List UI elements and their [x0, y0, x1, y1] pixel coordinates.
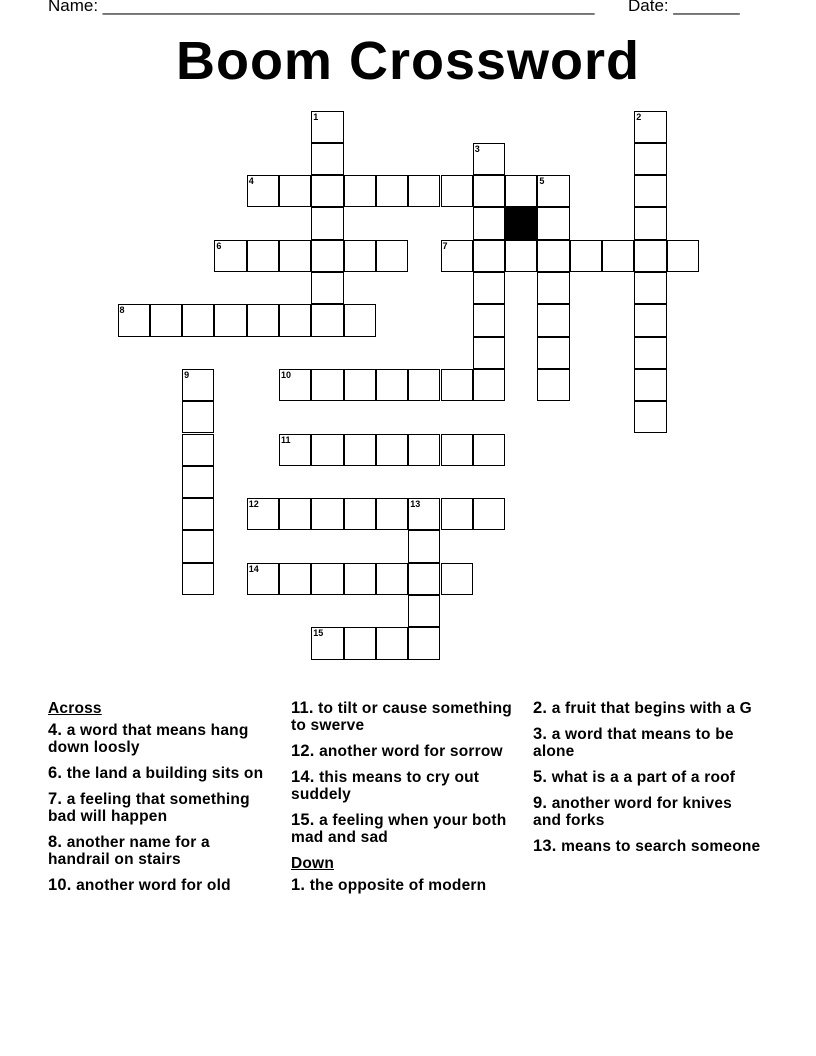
cell-number: 11	[281, 434, 291, 445]
grid-cell-blocked	[505, 207, 537, 239]
grid-cell[interactable]	[376, 240, 408, 272]
grid-cell[interactable]	[537, 369, 569, 401]
grid-cell[interactable]	[441, 498, 473, 530]
grid-cell[interactable]	[344, 369, 376, 401]
grid-cell[interactable]	[537, 240, 569, 272]
grid-cell[interactable]	[279, 369, 311, 401]
grid-cell[interactable]	[311, 175, 343, 207]
grid-cell[interactable]	[344, 434, 376, 466]
clue-text: this means to cry out suddely	[291, 769, 480, 803]
grid-cell[interactable]	[634, 337, 666, 369]
grid-cell[interactable]	[634, 369, 666, 401]
grid-cell[interactable]	[634, 304, 666, 336]
clue-number: 8.	[48, 833, 63, 851]
cell-number: 9	[184, 369, 190, 380]
clue-across-6	[48, 765, 273, 782]
page-title: Boom Crossword	[175, 31, 641, 91]
clue-down-2	[533, 700, 763, 717]
grid-cell[interactable]	[376, 563, 408, 595]
grid-cell[interactable]	[182, 563, 214, 595]
grid-cell[interactable]	[247, 563, 279, 595]
grid-cell[interactable]	[279, 304, 311, 336]
clue-down-9	[533, 795, 763, 829]
grid-cell[interactable]	[408, 498, 440, 530]
clue-text: to tilt or cause something to swerve	[291, 700, 512, 734]
clue-across-8	[48, 834, 273, 868]
clue-text: another name for a handrail on stairs	[48, 834, 210, 868]
clue-text: the opposite of modern	[309, 877, 487, 894]
grid-cell[interactable]	[408, 369, 440, 401]
grid-cell[interactable]	[150, 304, 182, 336]
grid-cell[interactable]	[537, 304, 569, 336]
cell-number: 8	[119, 305, 125, 316]
grid-cell[interactable]	[182, 434, 214, 466]
grid-cell[interactable]	[311, 369, 343, 401]
clue-number: 14.	[291, 768, 315, 786]
cell-number: 4	[248, 176, 254, 187]
grid-cell[interactable]	[441, 563, 473, 595]
cell-number: 5	[539, 176, 545, 187]
grid-cell[interactable]	[634, 143, 666, 175]
grid-cell[interactable]	[537, 272, 569, 304]
clue-number: 1.	[291, 876, 306, 894]
cell-number: 13	[410, 499, 421, 510]
clue-number: 5.	[533, 768, 548, 786]
clue-text: means to search someone	[561, 838, 761, 855]
grid-cell[interactable]	[311, 111, 343, 143]
grid-cell[interactable]	[311, 240, 343, 272]
grid-cell[interactable]	[182, 401, 214, 433]
cell-number: 7	[442, 240, 448, 251]
clue-text: another word for knives and forks	[533, 795, 732, 829]
grid-cell[interactable]	[602, 240, 634, 272]
grid-cell[interactable]	[473, 240, 505, 272]
clue-number: 13.	[533, 837, 557, 855]
clue-number: 12.	[291, 742, 315, 760]
grid-cell[interactable]	[279, 434, 311, 466]
grid-cell[interactable]	[473, 369, 505, 401]
grid-cell[interactable]	[344, 304, 376, 336]
clue-number: 9.	[533, 794, 548, 812]
cell-number: 3	[474, 143, 480, 154]
grid-cell[interactable]	[634, 175, 666, 207]
clue-text: a word that means to be alone	[533, 726, 734, 760]
clue-down-3	[533, 726, 763, 760]
grid-cell[interactable]	[279, 240, 311, 272]
clue-text: a feeling that something bad will happen	[48, 791, 250, 825]
clue-number: 10.	[48, 876, 72, 894]
grid-cell[interactable]	[634, 111, 666, 143]
grid-cell[interactable]	[634, 207, 666, 239]
grid-cell[interactable]	[537, 207, 569, 239]
clue-number: 7.	[48, 790, 63, 808]
clue-down-5	[533, 769, 763, 786]
clue-text: another word for old	[76, 877, 231, 894]
clue-down-1	[291, 877, 516, 894]
grid-cell[interactable]	[408, 175, 440, 207]
clue-number: 11.	[291, 699, 314, 717]
clue-text: another word for sorrow	[319, 743, 503, 760]
grid-cell[interactable]	[570, 240, 602, 272]
clue-across-4	[48, 722, 273, 756]
grid-cell[interactable]	[247, 175, 279, 207]
cell-number: 12	[248, 499, 259, 510]
cell-number: 1	[313, 111, 319, 122]
grid-cell[interactable]	[634, 272, 666, 304]
clue-text: the land a building sits on	[66, 765, 264, 782]
grid-cell[interactable]	[473, 434, 505, 466]
clue-across-15	[291, 812, 516, 846]
grid-cell[interactable]	[408, 434, 440, 466]
grid-cell[interactable]	[247, 498, 279, 530]
grid-cell[interactable]	[537, 175, 569, 207]
grid-cell[interactable]	[473, 207, 505, 239]
cell-number: 6	[216, 240, 222, 251]
grid-cell[interactable]	[311, 627, 343, 659]
grid-cell[interactable]	[344, 498, 376, 530]
grid-cell[interactable]	[247, 304, 279, 336]
name-field[interactable]: Name: ____________________________________________________	[48, 0, 595, 15]
cell-number: 15	[313, 628, 324, 639]
cell-number: 2	[636, 111, 642, 122]
clue-number: 3.	[533, 725, 548, 743]
grid-cell[interactable]	[408, 627, 440, 659]
grid-cell[interactable]	[118, 304, 150, 336]
grid-cell[interactable]	[344, 563, 376, 595]
clue-across-10	[48, 877, 273, 894]
grid-cell[interactable]	[182, 369, 214, 401]
grid-cell[interactable]	[505, 240, 537, 272]
grid-cell[interactable]	[311, 272, 343, 304]
clue-text: a fruit that begins with a G	[551, 700, 752, 717]
date-field[interactable]: Date: _______	[628, 0, 740, 15]
grid-cell[interactable]	[311, 143, 343, 175]
grid-cell[interactable]	[473, 175, 505, 207]
grid-cell[interactable]	[311, 207, 343, 239]
grid-cell[interactable]	[473, 272, 505, 304]
grid-cell[interactable]	[182, 466, 214, 498]
grid-cell[interactable]	[441, 240, 473, 272]
grid-cell[interactable]	[376, 434, 408, 466]
grid-cell[interactable]	[634, 240, 666, 272]
grid-cell[interactable]	[311, 304, 343, 336]
grid-cell[interactable]	[634, 401, 666, 433]
grid-cell[interactable]	[408, 595, 440, 627]
grid-cell[interactable]	[441, 434, 473, 466]
clue-across-12	[291, 743, 516, 760]
down-heading: Down	[291, 855, 334, 872]
grid-cell[interactable]	[537, 337, 569, 369]
cell-number: 10	[281, 369, 292, 380]
clue-number: 2.	[533, 699, 548, 717]
grid-cell[interactable]	[667, 240, 699, 272]
grid-cell[interactable]	[279, 563, 311, 595]
grid-cell[interactable]	[473, 498, 505, 530]
grid-cell[interactable]	[408, 563, 440, 595]
grid-cell[interactable]	[376, 175, 408, 207]
grid-cell[interactable]	[182, 498, 214, 530]
grid-cell[interactable]	[505, 175, 537, 207]
clue-column-3	[533, 700, 763, 864]
cell-number: 14	[248, 563, 259, 574]
grid-cell[interactable]	[441, 175, 473, 207]
clue-across-7	[48, 791, 273, 825]
grid-cell[interactable]	[473, 304, 505, 336]
grid-cell[interactable]	[214, 240, 246, 272]
grid-cell[interactable]	[311, 563, 343, 595]
grid-cell[interactable]	[376, 369, 408, 401]
across-heading: Across	[48, 700, 102, 717]
grid-cell[interactable]	[408, 530, 440, 562]
clue-text: a feeling when your both mad and sad	[291, 812, 507, 846]
clue-column-1	[48, 700, 273, 903]
clue-number: 4.	[48, 721, 63, 739]
grid-cell[interactable]	[344, 175, 376, 207]
clue-column-2	[291, 700, 516, 903]
grid-cell[interactable]	[182, 304, 214, 336]
grid-cell[interactable]	[279, 175, 311, 207]
clue-text: what is a a part of a roof	[551, 769, 736, 786]
grid-cell[interactable]	[344, 240, 376, 272]
grid-cell[interactable]	[473, 337, 505, 369]
grid-cell[interactable]	[311, 434, 343, 466]
grid-cell[interactable]	[311, 498, 343, 530]
clue-across-11	[291, 700, 516, 734]
clue-across-14	[291, 769, 516, 803]
grid-cell[interactable]	[344, 627, 376, 659]
grid-cell[interactable]	[214, 304, 246, 336]
clue-number: 6.	[48, 764, 63, 782]
grid-cell[interactable]	[279, 498, 311, 530]
grid-cell[interactable]	[376, 627, 408, 659]
clue-number: 15.	[291, 811, 315, 829]
clue-down-13	[533, 838, 763, 855]
grid-cell[interactable]	[376, 498, 408, 530]
clue-text: a word that means hang down loosly	[48, 722, 249, 756]
grid-cell[interactable]	[441, 369, 473, 401]
grid-cell[interactable]	[247, 240, 279, 272]
grid-cell[interactable]	[473, 143, 505, 175]
grid-cell[interactable]	[182, 530, 214, 562]
